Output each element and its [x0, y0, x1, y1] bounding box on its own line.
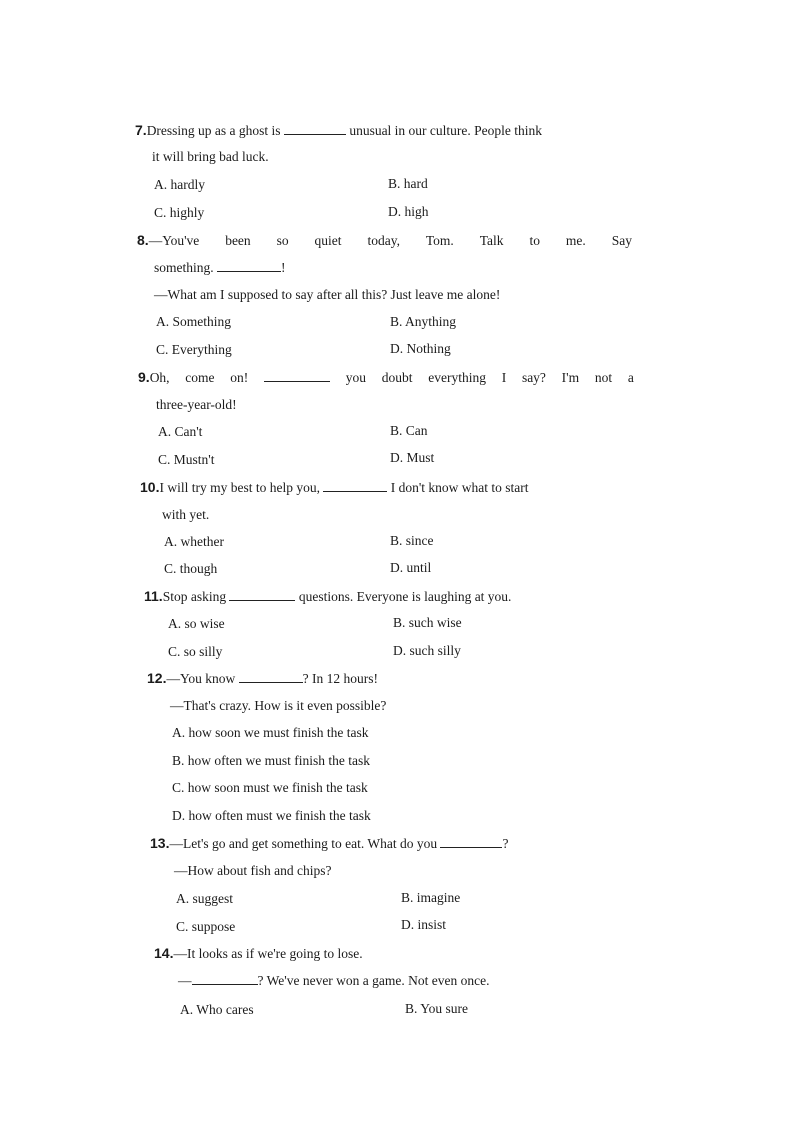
option-c[interactable]: C. Everything: [156, 342, 232, 357]
stem-word: come: [185, 370, 215, 385]
question-14-stem: [154, 944, 363, 963]
question-11-stem: [144, 587, 511, 606]
answer-blank[interactable]: [440, 835, 502, 848]
option-a[interactable]: A. Who cares: [180, 1002, 254, 1017]
option-b[interactable]: B. You sure: [405, 1001, 469, 1016]
stem-text: something.: [154, 260, 214, 275]
stem-word: quiet: [314, 233, 342, 248]
stem-text: Dressing up as a ghost is: [146, 123, 281, 138]
option-d[interactable]: D. how often must we finish the task: [172, 808, 371, 823]
option-b[interactable]: B. how often we must finish the task: [172, 753, 370, 768]
option-c[interactable]: C. though: [164, 561, 218, 576]
answer-blank[interactable]: [239, 670, 303, 683]
stem-text: questions. Everyone is laughing at you.: [298, 589, 512, 604]
stem-word: so: [276, 233, 289, 248]
question-8-stem: [137, 231, 632, 250]
answer-blank[interactable]: [264, 369, 330, 382]
stem-word: Say: [611, 233, 632, 248]
option-b[interactable]: B. hard: [388, 176, 428, 191]
option-d[interactable]: D. Must: [390, 450, 435, 465]
stem-word: to: [529, 233, 540, 248]
stem-text: !: [281, 260, 286, 275]
stem-word: doubt: [381, 370, 413, 385]
stem-text: —You know: [166, 671, 236, 686]
stem-text: three-year-old!: [156, 397, 237, 412]
option-a[interactable]: A. so wise: [168, 616, 225, 631]
stem-text: it will bring bad luck.: [152, 149, 269, 164]
question-9-stem: [138, 368, 634, 387]
stem-word: Tom.: [425, 233, 454, 248]
option-a[interactable]: A. Can't: [158, 424, 203, 439]
option-c[interactable]: C. Mustn't: [158, 452, 215, 467]
stem-word: Talk: [479, 233, 504, 248]
option-d[interactable]: D. Nothing: [390, 341, 451, 356]
question-number: 8.: [137, 232, 149, 248]
option-b[interactable]: B. since: [390, 533, 434, 548]
stem-text: I will try my best to help you,: [159, 480, 320, 495]
option-c[interactable]: C. suppose: [176, 919, 236, 934]
stem-word: on!: [230, 370, 249, 385]
question-number: 14.: [154, 945, 174, 961]
stem-text: ?: [502, 836, 509, 851]
option-a[interactable]: A. suggest: [176, 891, 233, 906]
stem-text: —That's crazy. How is it even possible?: [170, 698, 387, 713]
question-number: 13.: [150, 835, 170, 851]
stem-text: —How about fish and chips?: [174, 863, 332, 878]
stem-text: Stop asking: [162, 589, 227, 604]
option-b[interactable]: B. Anything: [390, 314, 457, 329]
question-7-stem: [135, 121, 542, 140]
stem-word: —You've: [148, 233, 200, 248]
option-a[interactable]: A. Something: [156, 314, 232, 329]
option-c[interactable]: C. so silly: [168, 644, 223, 659]
stem-word: you: [345, 370, 366, 385]
stem-text: —What am I supposed to say after all this? Just leave me alone!: [154, 287, 501, 302]
option-a[interactable]: A. how soon we must finish the task: [172, 725, 369, 740]
answer-blank[interactable]: [229, 588, 295, 601]
option-d[interactable]: D. high: [388, 204, 429, 219]
question-number: 12.: [147, 670, 167, 686]
stem-word: Oh,: [149, 370, 170, 385]
stem-text: —: [178, 973, 192, 988]
stem-text: ? In 12 hours!: [302, 671, 378, 686]
stem-text: —Let's go and get something to eat. What do you: [169, 836, 438, 851]
stem-word: a: [627, 370, 634, 385]
option-a[interactable]: A. whether: [164, 534, 224, 549]
stem-text: I don't know what to start: [390, 480, 529, 495]
stem-lead: [137, 231, 199, 250]
stem-word: not: [594, 370, 613, 385]
question-14-line-2: [178, 972, 490, 990]
question-12-stem: [147, 669, 378, 688]
option-a[interactable]: A. hardly: [154, 177, 205, 192]
question-number: 10.: [140, 479, 160, 495]
stem-word: everything: [428, 370, 486, 385]
stem-word: I: [501, 370, 507, 385]
question-10-stem: [140, 478, 529, 497]
question-13-stem: [150, 834, 508, 853]
stem-word: been: [225, 233, 251, 248]
stem-word: today,: [367, 233, 400, 248]
option-b[interactable]: B. Can: [390, 423, 428, 438]
stem-lead: [138, 368, 170, 387]
stem-word: I'm: [561, 370, 580, 385]
option-d[interactable]: D. until: [390, 560, 432, 575]
answer-blank[interactable]: [323, 479, 387, 492]
answer-blank[interactable]: [217, 259, 281, 272]
question-number: 11.: [144, 588, 163, 604]
option-d[interactable]: D. such silly: [393, 643, 461, 658]
option-c[interactable]: C. highly: [154, 205, 205, 220]
stem-text: ? We've never won a game. Not even once.: [257, 973, 490, 988]
stem-text: with yet.: [162, 507, 210, 522]
stem-text: —It looks as if we're going to lose.: [173, 946, 363, 961]
stem-word: say?: [521, 370, 546, 385]
stem-text: unusual in our culture. People think: [349, 123, 543, 138]
answer-blank[interactable]: [284, 122, 346, 135]
question-number: 9.: [138, 369, 150, 385]
answer-blank[interactable]: [192, 972, 258, 985]
question-number: 7.: [135, 122, 147, 138]
question-8-line-2: [154, 259, 286, 277]
option-c[interactable]: C. how soon must we finish the task: [172, 780, 368, 795]
stem-word: me.: [565, 233, 586, 248]
option-d[interactable]: D. insist: [401, 917, 447, 932]
option-b[interactable]: B. imagine: [401, 890, 461, 905]
option-b[interactable]: B. such wise: [393, 615, 462, 630]
